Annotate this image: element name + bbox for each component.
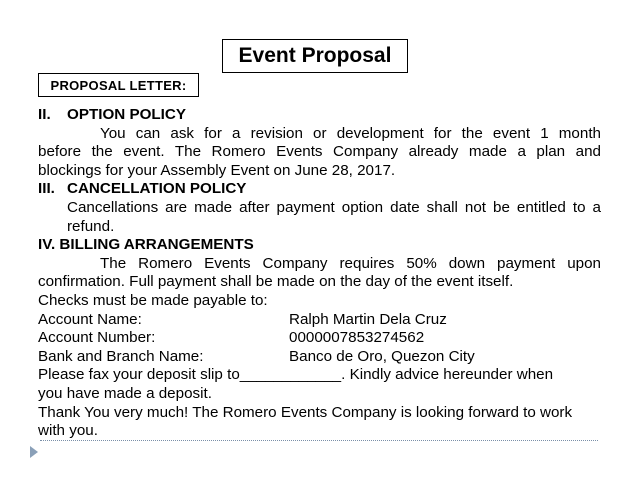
fax-line-1: Please fax your deposit slip to____________. Kindly advice hereunder when: [38, 366, 554, 384]
account-number-row: [38, 329, 601, 348]
account-name-label: Account Name:: [38, 310, 142, 328]
cancellation-line-1: Cancellations are made after payment option date shall not be entitled to a: [67, 198, 601, 216]
option-policy-line-1: You can ask for a revision or development for the event 1 month: [100, 124, 601, 142]
slide-arrow-icon: [30, 446, 38, 458]
page-title: Event Proposal: [222, 39, 408, 73]
thanks-line-2: with you.: [38, 422, 98, 440]
proposal-letter-label: PROPOSAL LETTER:: [38, 73, 199, 97]
footer-divider: [40, 440, 598, 441]
option-policy-line-2: before the event. The Romero Events Company already made a plan and: [38, 143, 601, 161]
account-number-label: Account Number:: [38, 329, 156, 347]
bank-label: Bank and Branch Name:: [38, 347, 204, 365]
cancellation-policy-heading: [38, 180, 601, 199]
account-name-value: Ralph Martin Dela Cruz: [289, 310, 447, 328]
bank-value: Banco de Oro, Quezon City: [289, 347, 475, 365]
account-name-row: [38, 311, 601, 330]
fax-line-2: you have made a deposit.: [38, 384, 212, 402]
account-number-value: 0000007853274562: [289, 329, 425, 347]
option-policy-line-3: blockings for your Assembly Event on June 28, 2017.: [38, 161, 396, 179]
option-policy-heading: [38, 106, 601, 125]
section-number: III.: [38, 180, 55, 198]
billing-heading: IV. BILLING ARRANGEMENTS: [38, 236, 254, 254]
cancellation-line-2: refund.: [67, 217, 115, 235]
letter-body: [38, 106, 601, 441]
bank-row: [38, 348, 601, 367]
billing-line-2: confirmation. Full payment shall be made on the day of the event itself.: [38, 273, 514, 291]
section-number: II.: [38, 106, 51, 123]
billing-line-1: The Romero Events Company requires 50% down payment upon: [100, 254, 601, 272]
billing-line-3: Checks must be made payable to:: [38, 291, 268, 309]
section-heading: CANCELLATION POLICY: [67, 180, 247, 198]
thanks-line-1: Thank You very much! The Romero Events Company is looking forward to work: [38, 403, 573, 421]
section-heading: OPTION POLICY: [67, 106, 186, 123]
